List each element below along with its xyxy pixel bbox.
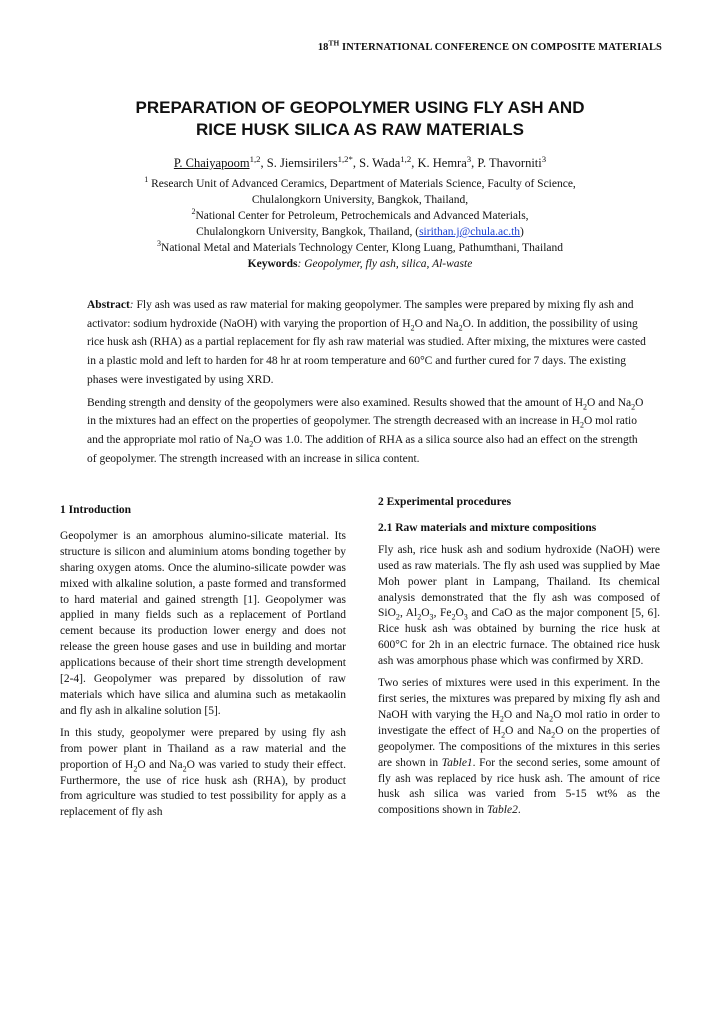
author-list: P. Chaiyapoom$^{1,2}$, S. Jiemsirilers$^{1,2*}$, S. Wada$^{1,2}$, K. Hemra$^3$, P. Thavorniti$^3$ bbox=[173, 153, 547, 170]
experimental-paragraph-1: Fly ash, rice husk ash and sodium hydroxide (NaOH) were used as raw materials. The fly ash used was supplied by Mae Moh power plant in Lampang, Thailand. Its chemical analysis demonstrated that the fly ash was composed of SiO$_2$, $Al_2O_3$, $Fe_2O_3$ and CaO as the major component [5, 6]. Rice husk ash was obtained by burning the rice husk at 600°C for 2h in an electric furnace. The obtained rice husk ash was amorphous phase which was confirmed by XRD. bbox=[378, 543, 660, 668]
right-column bbox=[378, 495, 660, 825]
affiliation-1: $^1$ Research Unit of Advanced Ceramics, Department of Materials Science, Faculty of Science, Chulalongkorn University, Bangkok, Thailand, bbox=[144, 175, 576, 206]
author-1: P. Chaiyapoom bbox=[173, 156, 250, 170]
author-4: K. Hemra bbox=[417, 156, 467, 170]
left-column bbox=[60, 503, 346, 827]
title-line-2: RICE HUSK SILICA AS RAW MATERIALS bbox=[195, 120, 525, 139]
experimental-paragraph-2: Two series of mixtures were used in this experiment. In the first series, the mixtures was prepared by mixing fly ash and NaOH with varying the $H_2O$ and $Na_2O$ mol ratio in order to investigate the effect of $H_2O$ and $Na_2O$ on the properties of geopolymer. The compositions of the mixtures in this series are shown in Table1. For the second series, some amount of fly ash was replaced by rice husk ash. The amount of rice husk ash silica was varied from 5-15 wt% as the compositions shown in Table2. bbox=[378, 677, 661, 817]
email-link[interactable]: sirithan.j@chula.ac.th bbox=[419, 226, 521, 238]
abstract-paragraph-2: Bending strength and density of the geopolymers were also examined. Results showed that the amount of $H_2O$ and $Na_2O$ in the mixtures had an effect on the properties of geopolymer. The strength decreased with an increase in $H_2O$ mol ratio and the appropriate mol ratio of $Na_2O$ was 1.0. The addition of RHA as a silica source also had an effect on the strength of geopolymer. The strength increased with an increase in silica content. bbox=[87, 396, 644, 465]
keywords: Keywords: Geopolymer, fly ash, silica, Al-waste bbox=[247, 258, 473, 270]
intro-paragraph-2: In this study, geopolymer were prepared by using fly ash from power plant in Thailand as a raw material and the proportion of $H_2O$ and $Na_2O$ was varied to study their effect. Furthermore, the use of rice husk ash (RHA), by product from agriculture was studied to test possibility for apply as a replacement of fly ash bbox=[60, 726, 346, 819]
intro-paragraph-1: Geopolymer is an amorphous alumino-silicate material. Its structure is silicon and aluminium atoms bonding together by sharing oxygen atoms. Once the alumino-silicate powder was mixed with alkaline solution, a paste formed and transformed to hard material and gained strength [1]. Geopolymer was applied in many fields such as a replacement of Portland cement because its production lower energy and does not release the green house gases and use in building and mortar applications because of their short time strength development [2-4]. Geopolymer was prepared by dissolution of raw materials which have silica and alumina such as metakaolin and fly ash in alkaline solution [5]. bbox=[60, 529, 346, 717]
section-heading-experimental: 2 Experimental procedures bbox=[378, 496, 512, 508]
abstract-paragraph-1: Abstract: Fly ash was used as raw material for making geopolymer. The samples were prepared by mixing fly ash and activator: sodium hydroxide (NaOH) with varying the proportion of $H_2O$ and $Na_2O$. In addition, the possibility of using rice husk ash (RHA) as a partial replacement for fly ash raw material was studied. After mixing, the mixtures were casted in a plastic mold and left to harden for 48 hr at room temperature and 60°C and further cured for 7 days. The existing phases were investigated by using XRD. bbox=[87, 299, 646, 386]
author-3: S. Wada bbox=[359, 156, 401, 170]
paper-title bbox=[60, 97, 660, 141]
subsection-heading-raw-materials: 2.1 Raw materials and mixture compositions bbox=[378, 521, 597, 534]
author-2: S. Jiemsirilers bbox=[266, 156, 338, 170]
title-line-1: PREPARATION OF GEOPOLYMER USING FLY ASH AND bbox=[135, 98, 585, 117]
affiliation-2: $^2$National Center for Petroleum, Petrochemicals and Advanced Materials, Chulalongkorn University, Bangkok, Thailand, (sirithan.j@chula.ac.th) bbox=[191, 207, 529, 238]
abstract bbox=[87, 296, 650, 472]
author-5: P. Thavorniti bbox=[477, 156, 542, 170]
affiliation-3: $^3$National Metal and Materials Technology Center, Klong Luang, Pathumthani, Thailand Keywords: Geopolymer, fly ash, silica, Al-waste bbox=[40, 240, 680, 272]
table2-reference: Table2 bbox=[486, 804, 518, 817]
conference-header: 18TH INTERNATIONAL CONFERENCE ON COMPOSITE MATERIALS bbox=[317, 38, 662, 53]
table1-reference: Table1 bbox=[441, 756, 473, 769]
section-heading-introduction: 1 Introduction bbox=[60, 504, 132, 516]
